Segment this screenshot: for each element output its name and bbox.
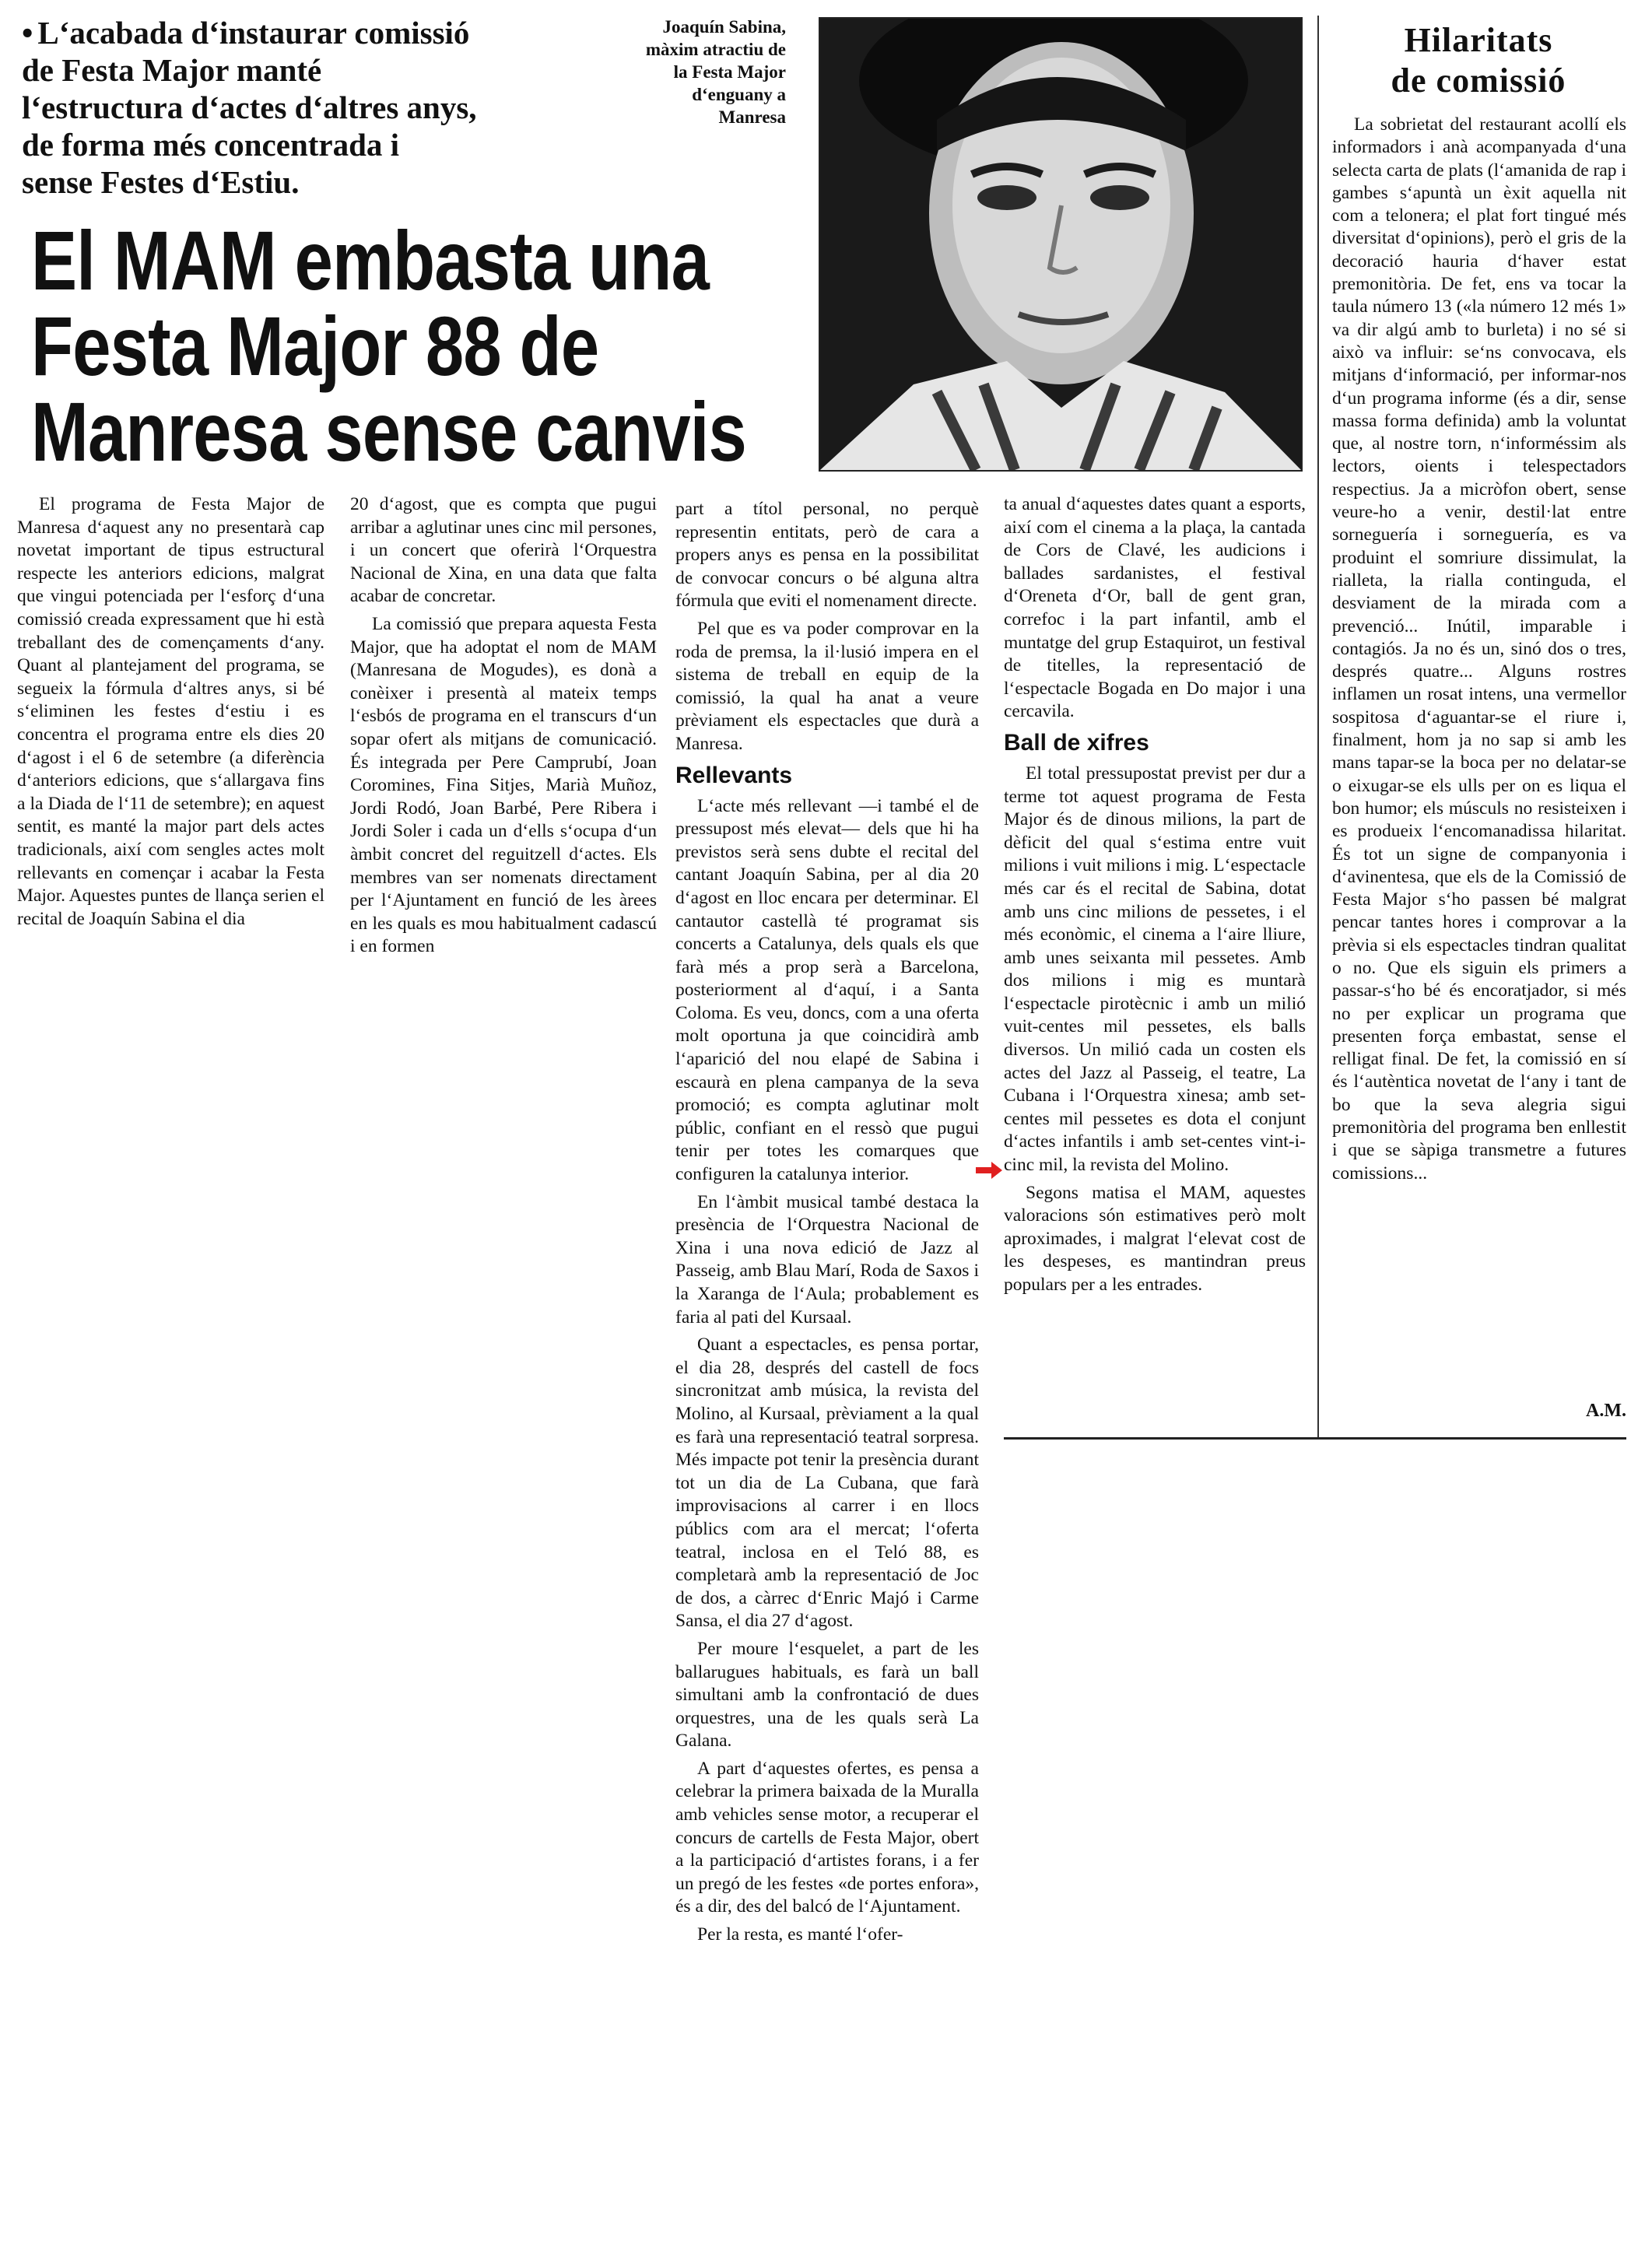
caption-line: la Festa Major [673,62,786,82]
paragraph: Per moure l‘esquelet, a part de les ballarugues habituals, es farà un ball simultani amb la confrontació de dues orquestres, una de les quals serà La Galana. [675,1638,979,1752]
subheading-rellevants: Rellevants [675,762,793,788]
paragraph: ta anual d‘aquestes dates quant a esports, així com el cinema a la plaça, la cantada de Cors de Clavé, les audicions i ballades sardanistes, el festival d‘Oreneta d‘Or, ball de gent gran, correfoc i la part infantil, amb el muntatge del grup Estaquirot, un festival de titelles, la representació de l‘espectacle Bogada en Do major i una cercavila. [1004,494,1306,722]
paragraph: Pel que es va poder comprovar en la roda de premsa, la il·lusió impera en el sistema de treball en equip de la comissió, la qual ha anat a veure prèviament els espectacles que durà a Manresa. [675,618,979,754]
article-column-4 [1004,493,1306,1302]
article-headline [31,213,746,479]
kicker-bullet: • [22,15,33,51]
sidebar-paragraph: La sobrietat del restaurant acollí els informadors i anà acompanyada d‘una selecta carta de plats (l‘amanida de rap i gambes s‘apuntà un èxit aquella nit com a telonera; el plat fort tingué més diversitat d‘opinions), però el gris de la decoració hauria d‘haver estat premonitòria. De fet, ens va tocar la taula número 13 («la número 12 més 1» va dir algú amb to burleta) i no sé si això va influir: se‘ns convocava, els mitjans d‘informació, per informar-nos d‘un programa informe (és a dir, sense massa forma definida) amb la voluntat que, al nostre torn, n‘informéssim als lectors, oients i telespectadors respectius. Ja a micròfon obert, sense veure-ho a venir, destil·lat entre sorneguería i sorneguería, es va produint el somriure dissimulat, la rialleta, la rialla continguda, el desviament de la mirada com a prevenció... Inútil, imparable i contagiós. Ja no és un, sinó dos o tres, després quatre... Alguns rostres inflamen un rosat intens, una vermellor sospitosa d‘aguantar-se el riure i, finalment, hom ja no sap si amb les mans tapar-se la boca per no delatar-se o eixugar-se els ulls per on es liqua el bon humor; els músculs no resisteixen i es produeix l‘encomanadissa hilaritat. És tot un signe de companyonia i d‘avinentesa, que els de la Comissió de Festa Major s‘ho passen bé malgrat pencar tantes hores i comprovar a la prèvia si els espectacles tindran qualitat o no. Que els siguin els primers a passar-s‘ho bé és encoratjador, si més no per explicar un programa que presenten força embastat, sense el relligat final. De fet, la comissió en sí és l‘autèntica novetat de l‘any i tant de bo que la seva alegria sigui premonitòria del programa ben enllestit i que se sàpiga transmetre a futures comissions... [1332,114,1626,1184]
kicker-line-1: L‘acabada d‘instaurar comissió [37,15,470,51]
paragraph: A part d‘aquestes ofertes, es pensa a celebrar la primera baixada de la Muralla amb vehicles sense motor, a recuperar el concurs de cartells de Festa Major, obert a la participació d‘artistes forans, i a fer un pregó de les festes «de portes enfora», és a dir, des del balcó de l‘Ajuntament. [675,1758,979,1917]
headline-line-1: El MAM embasta una [31,213,710,307]
subheading-ball-de-xifres: Ball de xifres [1004,729,1149,756]
kicker-line-4: de forma més concentrada i [22,127,400,163]
paragraph: 20 d‘agost, que es compta que pugui arribar a aglutinar unes cinc mil persones, i un concert que oferirà l‘Orquestra Nacional de Xina, en una data que falta acabar de concretar. [350,494,657,607]
paragraph: La comissió que prepara aquesta Festa Major, que ha adoptat el nom de MAM (Manresana de Mogudes), es donà a conèixer i presentà al mateix temps l‘esbós de programa en el transcurs d‘un sopar ofert als mitjans de comunicació. És integrada per Pere Camprubí, Joan Coromines, Fina Sitjes, Marià Muñoz, Jordi Rodó, Joan Barbé, Pere Ribera i Jordi Soler i cada un d‘ells s‘ocupa d‘un àmbit concret del reguitzell d‘actes. Els membres van ser nomenats directament per l‘Ajuntament en funció de les àrees en les quals es mou habitualment cadascú i en formen [350,613,657,957]
sidebar-body [1332,114,1626,1185]
sidebar-title-line-2: de comissió [1391,61,1566,100]
paragraph: Segons matisa el MAM, aquestes valoracions són estimatives però molt aproximades, i malgrat l‘elevat cost de les despeses, es mantindran preus populars per a les entrades. [1004,1182,1306,1295]
paragraph: En l‘àmbit musical també destaca la presència de l‘Orquestra Nacional de Xina i una nova edició de Jazz al Passeig, amb Blau Marí, Roda de Saxos i la Xaranga de l‘Aula; probablement es faria al pati del Kursaal. [675,1191,979,1327]
photo-caption [591,16,786,128]
paragraph: L‘acte més rellevant —i també el de pressupost més elevat— dels que hi ha previstos serà sens dubte el recital del cantant Joaquín Sabina, per al dia 20 d‘agost en lloc encara per determinar. El cantautor castellà té programat sis concerts a Catalunya, dels quals els que farà més a prop serà a Barcelona, posteriorment al d‘aquí, i a Santa Coloma. Es veu, doncs, com a una oferta molt oportuna ja que coincidirà amb l‘aparició del nou elapé de Sabina i escaurà en plena campanya de la seva promoció; es compta aglutinar molt públic, confiant en el ressò que pugui tenir per totes les comarques que configuren la catalunya interior. [675,795,979,1185]
portrait-photo [819,17,1303,472]
sidebar-title-line-1: Hilaritats [1404,21,1553,59]
caption-line: Manresa [718,107,786,127]
sidebar-title [1327,20,1630,101]
column-end-rule [1004,1437,1626,1440]
paragraph: El total pressupostat previst per dur a terme tot aquest programa de Festa Major és de dinous milions, la part de dèficit del qual s‘estima entre vuit milions i vuit milions i mig. L‘espectacle més car és el recital de Sabina, dotat amb uns cinc milions de pessetes, i el més econòmic, el cinema a l‘aire lliure, amb unes seixanta mil pessetes. Amb dos milions i mig es muntarà l‘espectacle pirotècnic i amb un milió vuit-centes mil pessetes, els balls diversos. Un milió cada un costen els actes del Jazz al Passeig, el teatre, La Cubana i l‘Orquestra xinesa; amb set-centes mil pessetes es dota el conjunt d‘actes infantils i amb set-centes vint-i-cinc mil, la revista del Molino. [1004,763,1306,1176]
red-arrow-icon [976,1162,1002,1179]
article-column-2 [350,493,657,963]
kicker-line-5: sense Festes d‘Estiu. [22,164,300,200]
article-column-3 [675,498,979,1952]
portrait-illustration [820,19,1301,470]
article-kicker [22,14,582,201]
paragraph: part a títol personal, no perquè representin entitats, però de cara a propers anys es pensa en la possibilitat de convocar concurs o bé alguna altra fórmula que eviti el nomenament directe. [675,499,979,612]
caption-line: Joaquín Sabina, [662,17,786,37]
sidebar-signature: A.M. [1586,1401,1626,1421]
paragraph: Quant a espectacles, es pensa portar, el dia 28, després del castell de focs sincronitzat amb música, la revista del Molino, al Kursaal, prèviament a la qual es farà una representació teatral sorpresa. Més impacte pot tenir la presència durant tot un dia de La Cubana, que farà improvisacions al carrer i en llocs públics com ara el mercat; l‘oferta teatral, inclosa en el Teló 88, es completarà amb la representació de Joc de dos, a càrrec d‘Enric Majó i Carme Sansa, el dia 27 d‘agost. [675,1334,979,1632]
caption-line: màxim atractiu de [645,40,786,59]
paragraph: El programa de Festa Major de Manresa d‘aquest any no presentarà cap novetat important de tipus estructural respecte les anteriors edicions, malgrat que vingui potenciada per l‘esforç d‘una comissió creada expressament que hi està treballant des de començaments d‘any. Quant al plantejament del programa, se segueix la fórmula d‘altres anys, si bé s‘eliminen les festes d‘estiu i es concentra el programa entre els dies 20 d‘agost i el 6 de setembre (a diferència d‘anteriors edicions, que s‘allargava fins a la Diada de l‘11 de setembre); en aquest sentit, es manté la major part dels actes tradicionals, així com sengles actes molt rellevants en començar i acabar la Festa Major. Aquestes puntes de llança serien el recital de Joaquín Sabina el dia [17,494,324,929]
article-column-1 [17,493,324,935]
headline-line-2: Festa Major 88 de [31,299,599,393]
sidebar-divider [1317,16,1319,1440]
paragraph: Per la resta, es manté l‘ofer- [697,1924,903,1945]
kicker-line-2: de Festa Major manté [22,52,322,88]
caption-line: d‘enguany a [692,85,786,104]
headline-line-3: Manresa sense canvis [31,384,746,479]
kicker-line-3: l‘estructura d‘actes d‘altres anys, [22,89,477,125]
